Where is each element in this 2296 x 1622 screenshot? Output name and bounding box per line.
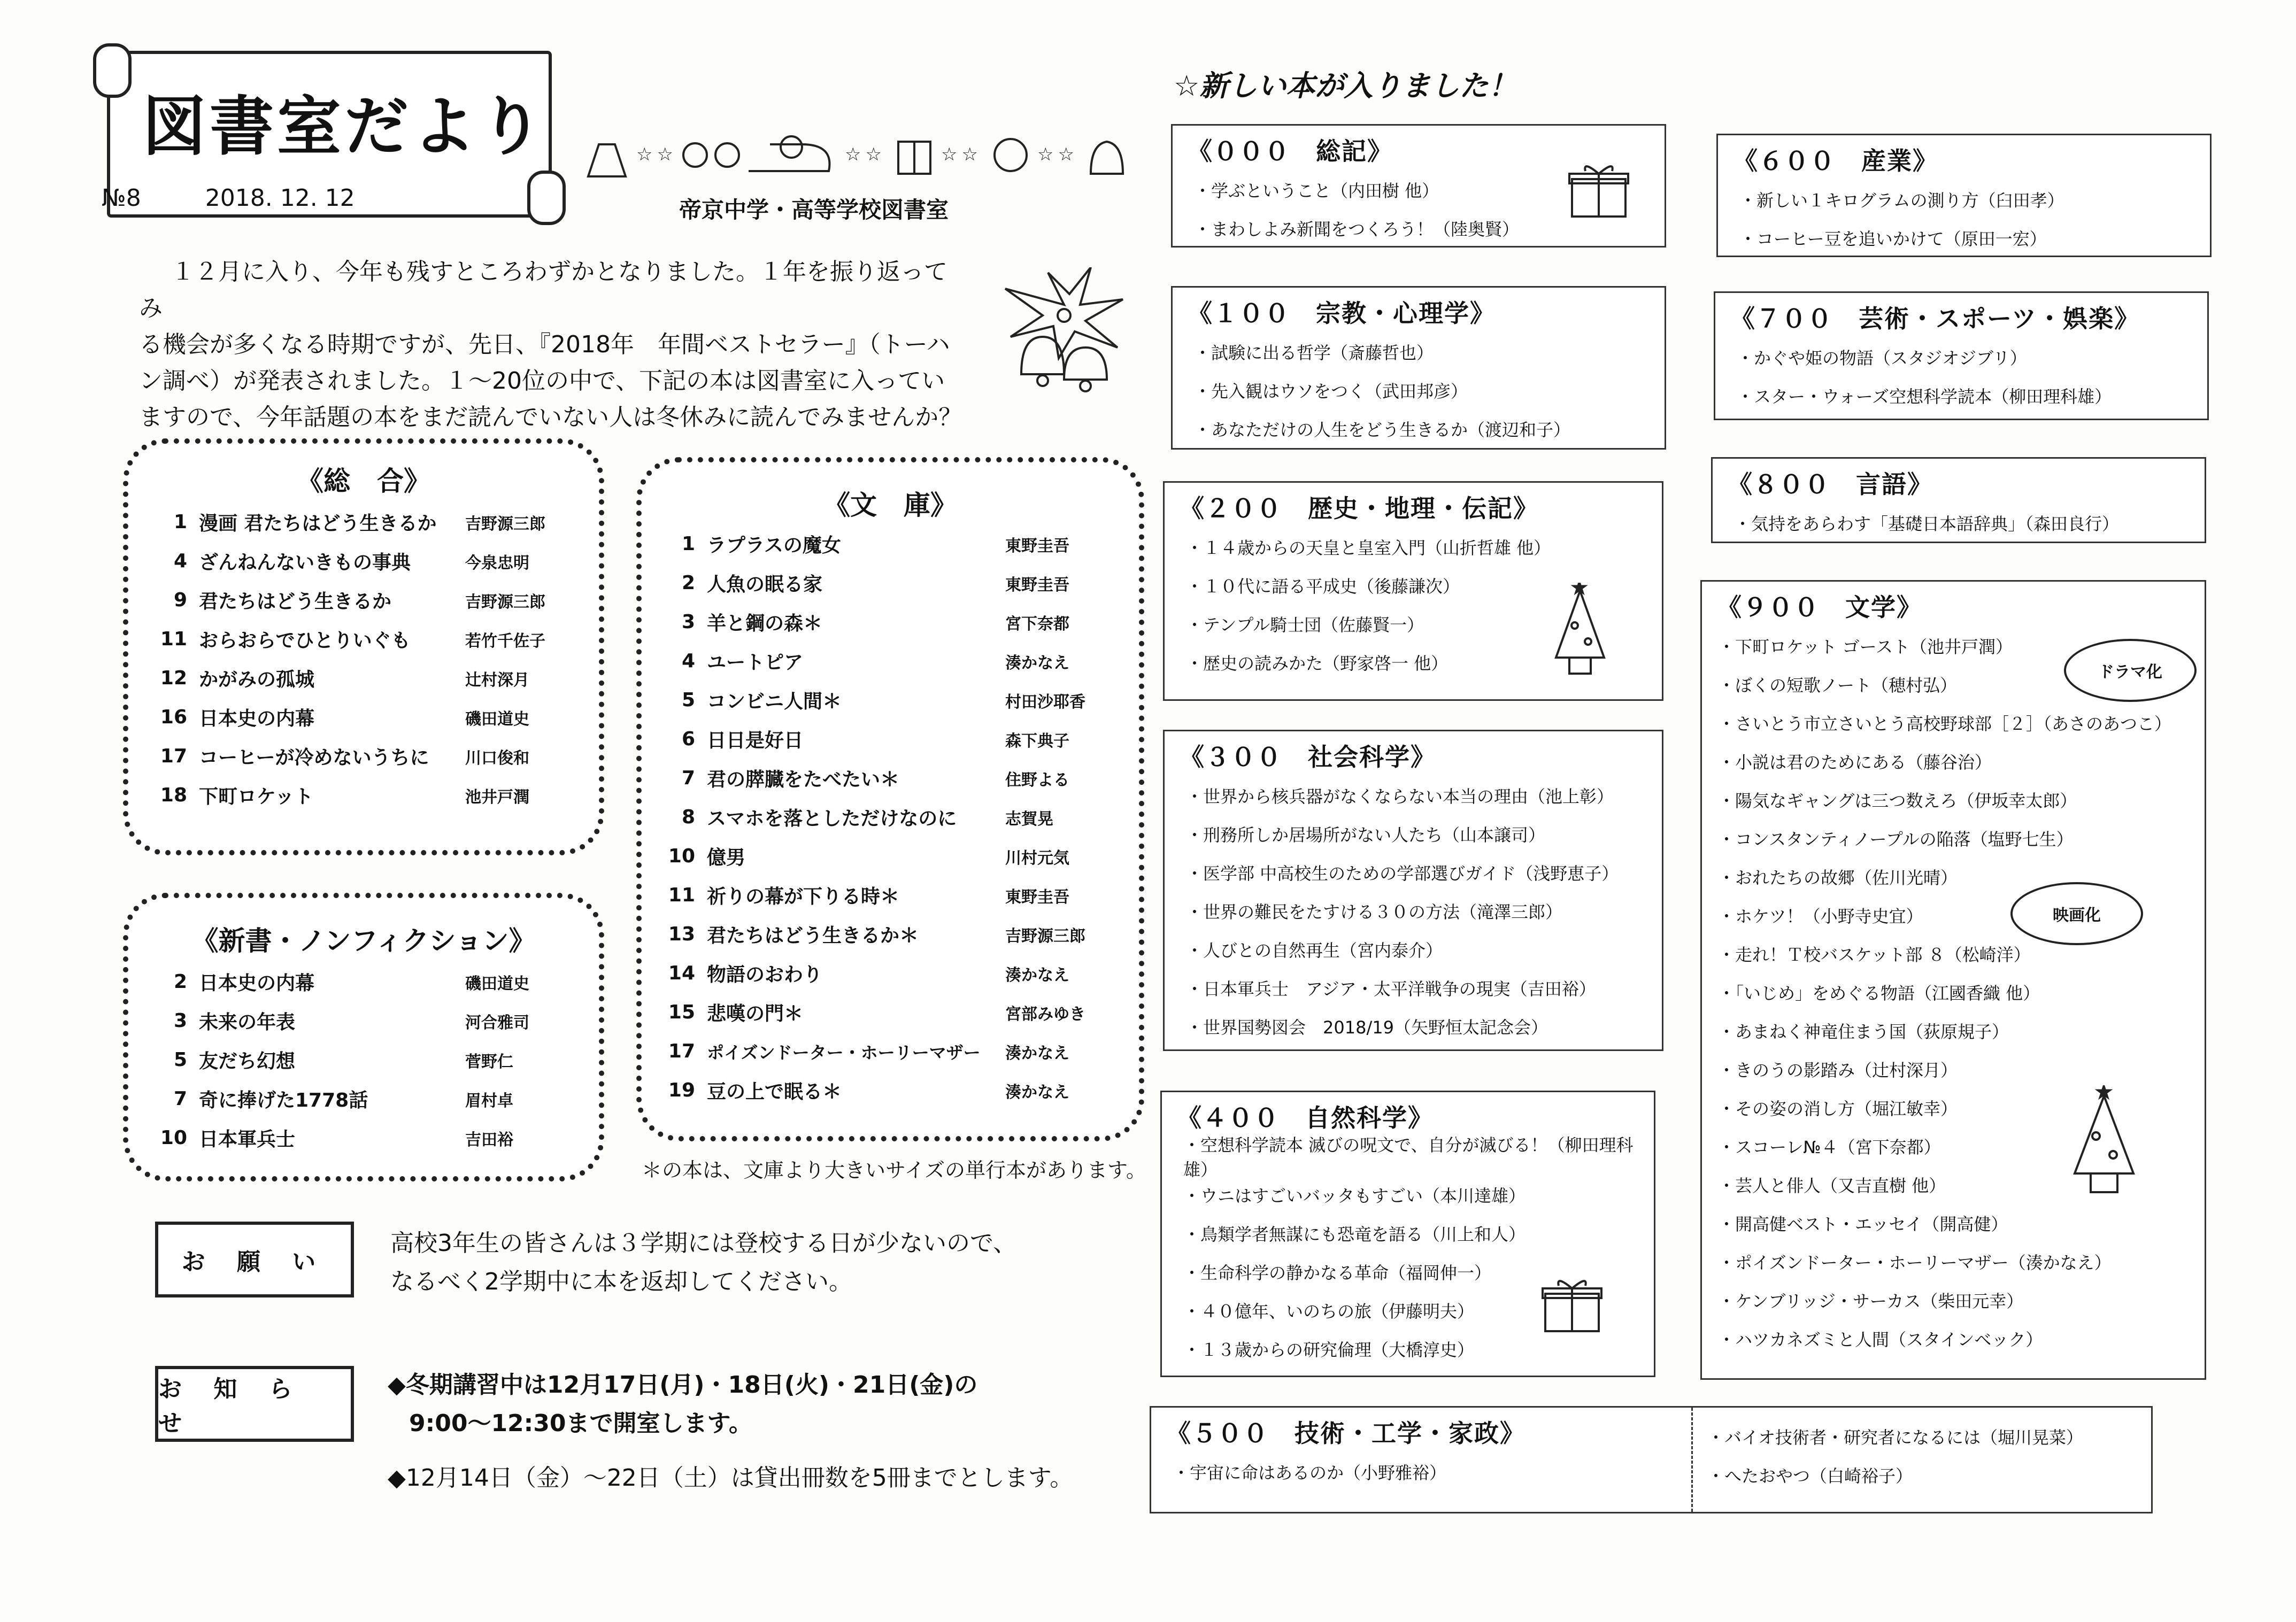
category-400-box: [1160, 1091, 1655, 1377]
list-item: ・コーヒー豆を追いかけて（原田一宏）: [1739, 229, 2047, 249]
rank: 6: [681, 728, 695, 750]
svg-text:☆☆: ☆☆: [1037, 144, 1078, 165]
list-item: ・１３歳からの研究倫理（大橋淳史）: [1183, 1340, 1475, 1360]
list-item: ・生命科学の静かなる革命（福岡伸一）: [1183, 1263, 1492, 1283]
list-item: ・ハツカネズミと人間（スタインベック）: [1718, 1330, 2043, 1350]
list-item: ・へたおやつ（白崎裕子）: [1707, 1466, 1913, 1486]
request-text: [390, 1224, 1016, 1301]
book-title: 奇に捧げた1778話: [199, 1090, 368, 1111]
author: 池井戸潤: [465, 787, 529, 807]
movie-callout: [2010, 882, 2143, 945]
category-title: 《６００ 産業》: [1733, 146, 1938, 175]
list-item: [150, 659, 577, 698]
rank: 16: [160, 706, 187, 728]
list-item: [150, 962, 577, 1001]
ranking-general-box: [123, 438, 604, 855]
author: 吉田裕: [465, 1130, 513, 1149]
author: 眉村卓: [465, 1091, 513, 1110]
list-item: ・きのうの影踏み（辻村深月）: [1718, 1060, 1958, 1080]
book-title: 君の膵臓をたべたい＊: [707, 769, 900, 791]
ranking-shinsho-title: 《新書・ノンフィクション》: [191, 925, 536, 956]
list-item: [658, 993, 1118, 1032]
author: 吉野源三郎: [465, 592, 545, 612]
list-item: [150, 620, 577, 659]
list-item: ・テンプル騎士団（佐藤賢一）: [1186, 615, 1424, 635]
notice-text: [388, 1366, 1073, 1497]
list-item: ・ウニはすごいバッタもすごい（本川達雄）: [1183, 1186, 1526, 1206]
author: 村田沙耶香: [1005, 692, 1085, 712]
rank: 11: [668, 884, 695, 906]
list-item: [658, 563, 1118, 603]
rank: 1: [173, 511, 187, 533]
category-800-box: [1711, 457, 2206, 543]
list-item: ・気持をあらわす「基礎日本語辞典」（森田良行）: [1734, 514, 2120, 534]
category-title: 《３００ 社会科学》: [1180, 743, 1436, 771]
list-item: [658, 720, 1118, 759]
rank: 2: [681, 572, 695, 594]
category-title: 《４００ 自然科学》: [1177, 1103, 1434, 1132]
list-item: ・鳥類学者無謀にも恐竜を語る（川上和人）: [1183, 1224, 1526, 1245]
book-title: ポイズンドーター・ホーリーマザー: [707, 1042, 981, 1063]
list-item: [150, 1118, 577, 1157]
rank: 1: [681, 533, 695, 555]
list-item: ・歴史の読みかた（野家啓一 他）: [1186, 653, 1449, 674]
category-300-box: [1163, 730, 1663, 1051]
book-title: 物語のおわり: [707, 964, 823, 986]
list-item: ・世界の難民をたすける３０の方法（滝澤三郎）: [1186, 902, 1563, 922]
list-item: [658, 642, 1118, 681]
list-item: [658, 681, 1118, 720]
rank: 11: [160, 628, 187, 650]
list-item: [150, 503, 577, 542]
drama-callout: [2064, 639, 2197, 702]
poinsettia-bells-icon: [989, 267, 1139, 412]
category-title: 《９００ 文学》: [1717, 593, 1922, 622]
list-item: ・ポイズンドーター・ホーリーマザー（湊かなえ）: [1718, 1253, 2112, 1273]
rank: 7: [173, 1088, 187, 1110]
rank: 14: [668, 962, 695, 984]
svg-text:☆☆: ☆☆: [941, 144, 982, 165]
book-title: おらおらでひとりいぐも: [199, 630, 411, 652]
author: 川村元気: [1005, 848, 1069, 868]
request-tag: [155, 1222, 354, 1297]
rank: 8: [681, 806, 695, 828]
list-item: ・空想科学読本 滅びの呪文で、自分が滅びる！（柳田理科雄）: [1183, 1135, 1634, 1180]
rank: 18: [160, 784, 187, 806]
list-item: [150, 698, 577, 737]
list-item: ・世界から核兵器がなくならない本当の理由（池上彰）: [1186, 786, 1614, 807]
notice-tag: [155, 1366, 354, 1442]
size-note: ＊の本は、文庫より大きいサイズの単行本があります。: [642, 1158, 1146, 1182]
svg-text:★: ★: [1573, 583, 1586, 596]
category-title: 《２００ 歴史・地理・伝記》: [1180, 494, 1539, 523]
request-tag-label: お 願 い: [181, 1248, 328, 1276]
rank: 17: [668, 1040, 695, 1062]
author: 若竹千佐子: [465, 631, 545, 651]
list-item: [658, 876, 1118, 915]
author: 川口俊和: [465, 748, 529, 768]
list-item: ・人びとの自然再生（宮内泰介）: [1186, 940, 1443, 961]
issue-info: [102, 184, 419, 212]
book-title: ユートピア: [707, 652, 804, 674]
author: 湊かなえ: [1005, 1044, 1069, 1063]
list-item: [658, 954, 1118, 993]
book-title: 祈りの幕が下りる時＊: [707, 886, 900, 908]
list-item: [150, 776, 577, 815]
book-title: 君たちはどう生きるか＊: [707, 925, 919, 947]
notice-line: 9:00～12:30まで開室します。: [409, 1410, 752, 1437]
school-name: 帝京中学・高等学校図書室: [679, 197, 949, 223]
book-title: 豆の上で眠る＊: [707, 1081, 842, 1103]
category-title: 《８００ 言語》: [1728, 470, 1933, 499]
ranking-general-title: 《総 合》: [297, 466, 430, 497]
intro-line: １２月に入り、今年も残すところわずかとなりました。１年を振り返ってみ: [139, 258, 947, 322]
author: 吉野源三郎: [465, 514, 545, 534]
list-item: [150, 1079, 577, 1118]
book-title: コーヒーが冷めないうちに: [199, 747, 429, 769]
list-item: ・かぐや姫の物語（スタジオジブリ）: [1737, 348, 2027, 368]
list-item: ・スター・ウォーズ空想科学読本（柳田理科雄）: [1737, 387, 2112, 407]
drama-callout-label: ドラマ化: [2098, 663, 2162, 682]
notice-line: ◆12月14日（金）～22日（土）は貸出冊数を5冊までとします。: [388, 1464, 1074, 1492]
list-item: ・宇宙に命はあるのか（小野雅裕）: [1173, 1463, 1447, 1483]
book-title: 日本史の内幕: [199, 972, 315, 994]
list-item: [658, 603, 1118, 642]
book-title: 日本軍兵士: [199, 1129, 296, 1150]
list-item: [658, 798, 1118, 837]
rank: 15: [668, 1001, 695, 1023]
book-title: 日本史の内幕: [199, 708, 315, 730]
book-title: スマホを落としただけなのに: [707, 808, 957, 830]
list-item: ・新しい１キログラムの測り方（臼田孝）: [1739, 190, 2064, 211]
rank: 5: [173, 1049, 187, 1071]
list-item: [150, 542, 577, 581]
intro-line: ン調べ）が発表されました。１～20位の中で、下記の本は図書室に入ってい: [139, 367, 945, 395]
book-title: 羊と鋼の森＊: [707, 613, 823, 635]
list-item: ・ぼくの短歌ノート（穂村弘）: [1718, 675, 1958, 696]
list-item: ・学ぶということ（内田樹 他）: [1194, 181, 1439, 201]
author: 磯田道史: [465, 974, 529, 993]
list-item: ・コンスタンティノープルの陥落（塩野七生）: [1718, 829, 2074, 849]
list-item: ・ホケツ！（小野寺史宜）: [1718, 906, 1923, 926]
movie-callout-label: 映画化: [2053, 906, 2101, 925]
category-500-box: [1150, 1406, 2153, 1513]
list-item: ・バイオ技術者・研究者になるには（堀川晃菜）: [1707, 1427, 2084, 1448]
category-title: 《０００ 総記》: [1188, 137, 1393, 166]
list-item: ・４０億年、いのちの旅（伊藤明夫）: [1183, 1301, 1475, 1322]
list-item: [658, 837, 1118, 876]
list-item: ・小説は君のためにある（藤谷治）: [1718, 752, 1992, 773]
ranking-bunko-box: [636, 457, 1144, 1141]
rank: 3: [173, 1010, 187, 1032]
rank: 17: [160, 745, 187, 767]
issue-number: №8: [102, 184, 141, 212]
book-title: 友だち幻想: [199, 1051, 296, 1072]
request-line: 高校3年生の皆さんは３学期には登校する日が少ないので、: [390, 1230, 1017, 1257]
gift-box-icon: [1567, 160, 1631, 219]
book-title: ラプラスの魔女: [707, 535, 841, 557]
list-item: [150, 581, 577, 620]
christmas-decoration-strip: [577, 123, 1144, 189]
list-item: ・開高健ベスト・エッセイ（開高健）: [1718, 1214, 2008, 1234]
book-title: 君たちはどう生きるか: [199, 591, 392, 613]
rank: 5: [681, 689, 695, 711]
list-item: ・世界国勢図会 2018/19（矢野恒太記念会）: [1186, 1017, 1548, 1038]
new-books-heading: ☆新しい本が入りました！: [1174, 69, 1517, 103]
list-item: ・「いじめ」をめぐる物語（江國香織 他）: [1718, 983, 2040, 1003]
intro-paragraph: [139, 254, 962, 436]
rank: 19: [668, 1079, 695, 1101]
category-600-box: [1716, 134, 2212, 257]
author: 森下典子: [1005, 731, 1069, 751]
author: 宮下奈都: [1005, 614, 1069, 634]
author: 湊かなえ: [1005, 1083, 1069, 1102]
gift-box-icon: [1540, 1275, 1604, 1334]
list-item: [658, 1032, 1118, 1071]
rank: 3: [681, 611, 695, 633]
list-item: [150, 1040, 577, 1079]
rank: 7: [681, 767, 695, 789]
author: 吉野源三郎: [1005, 926, 1085, 946]
list-item: [658, 524, 1118, 563]
list-item: ・あまねく神竜住まう国（荻原規子）: [1718, 1022, 2009, 1042]
book-title: 下町ロケット: [199, 786, 314, 808]
list-item: [658, 915, 1118, 954]
svg-text:☆☆: ☆☆: [845, 144, 886, 165]
intro-line: ますので、今年話題の本をまだ読んでいない人は冬休みに読んでみませんか？: [139, 404, 962, 431]
column-divider: [1691, 1408, 1693, 1512]
author: 東野圭吾: [1005, 887, 1069, 907]
list-item: [150, 1001, 577, 1040]
list-item: [150, 737, 577, 776]
author: 湊かなえ: [1005, 653, 1069, 673]
notice-tag-label: お 知 ら せ: [158, 1376, 304, 1437]
category-title: 《１００ 宗教・心理学》: [1188, 299, 1496, 328]
author: 湊かなえ: [1005, 966, 1069, 985]
list-item: ・あなただけの人生をどう生きるか（渡辺和子）: [1194, 420, 1571, 440]
author: 今泉忠明: [465, 553, 529, 573]
book-title: 悲嘆の門＊: [707, 1003, 804, 1025]
svg-text:★: ★: [2097, 1085, 2111, 1101]
list-item: ・刑務所しか居場所がない人たち（山本譲司）: [1186, 825, 1546, 845]
rank: 2: [173, 971, 187, 993]
book-title: 人魚の眠る家: [707, 574, 823, 596]
list-item: ・おれたちの故郷（佐川光晴）: [1718, 868, 1958, 888]
list-item: ・試験に出る哲学（斎藤哲也）: [1194, 343, 1434, 363]
book-title: ざんねんないきもの事典: [199, 552, 411, 574]
category-700-box: [1714, 291, 2209, 420]
list-item: ・１４歳からの天皇と皇室入門（山折哲雄 他）: [1186, 538, 1551, 558]
author: 東野圭吾: [1005, 536, 1069, 555]
book-title: コンビニ人間＊: [707, 691, 842, 713]
list-item: ・医学部 中高校生のための学部選びガイド（浅野恵子）: [1186, 863, 1619, 884]
newsletter-title: 図書室だより: [142, 90, 546, 164]
author: 菅野仁: [465, 1052, 513, 1071]
rank: 4: [173, 550, 187, 572]
list-item: ・ケンブリッジ・サーカス（柴田元幸）: [1718, 1291, 2024, 1311]
rank: 9: [173, 589, 187, 611]
book-title: 漫画 君たちはどう生きるか: [199, 513, 437, 535]
rank: 13: [668, 923, 695, 945]
category-title: 《７００ 芸術・スポーツ・娯楽》: [1730, 304, 2140, 333]
ranking-bunko-title: 《文 庫》: [823, 490, 957, 521]
author: 磯田道史: [465, 709, 529, 729]
issue-date: 2018. 12. 12: [205, 184, 355, 212]
request-line: なるべく2学期中に本を返却してください。: [390, 1268, 852, 1295]
list-item: ・陽気なギャングは三つ数えろ（伊坂幸太郎）: [1718, 791, 2077, 811]
svg-text:☆☆: ☆☆: [636, 144, 677, 165]
category-100-box: [1171, 286, 1666, 450]
rank: 10: [160, 1127, 187, 1149]
list-item: ・先入観はウソをつく（武田邦彦）: [1194, 381, 1468, 401]
christmas-tree-icon: [2064, 1085, 2144, 1198]
list-item: ・さいとう市立さいとう高校野球部［２］（あさのあつこ）: [1718, 714, 2172, 734]
author: 辻村深月: [465, 670, 529, 690]
author: 住野よる: [1005, 770, 1069, 790]
list-item: ・芸人と俳人（又吉直樹 他）: [1718, 1176, 1946, 1196]
author: 宮部みゆき: [1005, 1005, 1085, 1024]
list-item: ・その姿の消し方（堀江敏幸）: [1718, 1099, 1958, 1119]
list-item: ・まわしよみ新聞をつくろう！（陸奥賢）: [1194, 219, 1520, 240]
christmas-tree-icon: [1545, 583, 1615, 679]
author: 河合雅司: [465, 1013, 529, 1032]
list-item: ・下町ロケット ゴースト（池井戸潤）: [1718, 637, 2013, 657]
list-item: ・日本軍兵士 アジア・太平洋戦争の現実（吉田裕）: [1186, 979, 1596, 999]
notice-line: ◆冬期講習中は12月17日(月)・18日(火)・21日(金)の: [388, 1371, 978, 1399]
rank: 10: [668, 845, 695, 867]
list-item: [658, 759, 1118, 798]
category-title: 《５００ 技術・工学・家政》: [1166, 1419, 1525, 1448]
book-title: 日日是好日: [707, 730, 804, 752]
rank: 12: [160, 667, 187, 689]
list-item: ・１０代に語る平成史（後藤謙次）: [1186, 576, 1460, 597]
rank: 4: [681, 650, 695, 672]
list-item: ・走れ！Ｔ校バスケット部 ８（松崎洋）: [1718, 945, 2031, 965]
book-title: 未来の年表: [199, 1011, 296, 1033]
book-title: 億男: [707, 847, 746, 869]
author: 東野圭吾: [1005, 575, 1069, 594]
ranking-shinsho-box: [123, 893, 604, 1181]
christmas-icons: [577, 123, 1144, 182]
author: 志賀晃: [1005, 809, 1053, 829]
book-title: かがみの孤城: [199, 669, 315, 691]
list-item: ・スコーレ№４（宮下奈都）: [1718, 1137, 1941, 1157]
list-item: [658, 1071, 1118, 1110]
intro-line: る機会が多くなる時期ですが、先日、『2018年 年間ベストセラー』（トーハ: [139, 331, 950, 358]
